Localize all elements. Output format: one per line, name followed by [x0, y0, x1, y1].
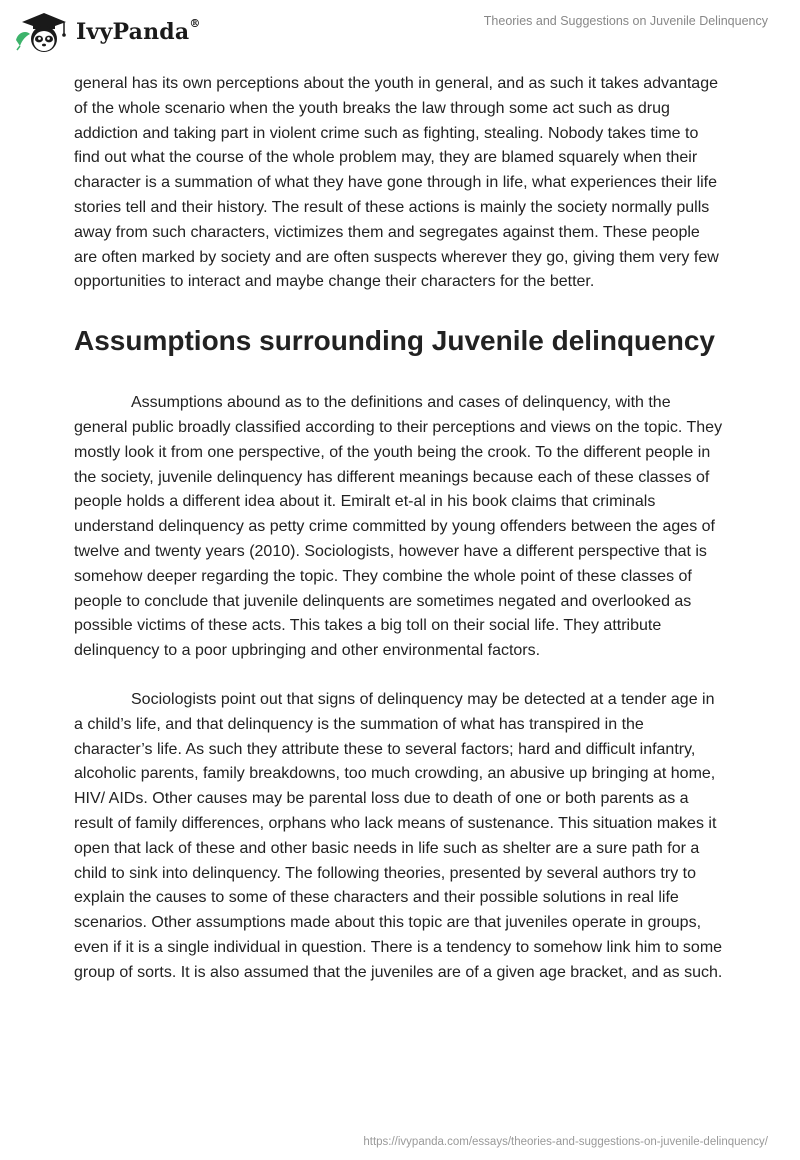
paragraph-3: Sociologists point out that signs of delinquency may be detected at a tender age in a child’s life, and that delinquency is the summation of what has transpired in the character’s life. As such they attribute these to several factors; hard and difficult infantry, alcoholic parents, family breakdowns, too much crowding, an abusive up bringing at home, HIV/ AIDs. Other causes may be parental loss due to death of one or both parents as a result of family differences, orphans who lack means of sustenance. This situation makes it open that lack of these and other basic needs in life such as shelter are a sure path for a child to sink into delinquency. The following theories, presented by several authors try to explain the causes to some of these characters and their possible solutions in real life scenarios. Other assumptions made about this topic are that juveniles operate in groups, even if it is a single individual in question. There is a tendency to somehow link him to some group of sorts. It is also assumed that the juveniles are of a given age bracket, and as such. — [74, 690, 723, 981]
page-header — [0, 0, 800, 62]
source-url[interactable]: https://ivypanda.com/essays/theories-and-suggestions-on-juvenile-delinquency/ — [363, 1136, 768, 1148]
panda-graduate-icon — [14, 10, 70, 54]
paragraph-2: Assumptions abound as to the definitions and cases of delinquency, with the general public broadly classified according to their perceptions and views on the topic. They mostly look it from one perspective, of the youth being the crook. To the different people in the society, juvenile delinquency has different meanings because each of these classes of people holds a different idea about it. Emiralt et-al in his book claims that criminals understand delinquency as petty crime committed by young offenders between the ages of twelve and twenty years (2010). Sociologists, however have a different perspective that is somehow deeper regarding the topic. They combine the whole point of these classes of people to conclude that juvenile delinquents are sometimes negated and overlooked as possible victims of these acts. This takes a big toll on their social life. They attribute delinquency to a poor upbringing and other environmental factors. — [74, 394, 723, 660]
article-body — [74, 72, 724, 986]
ivypanda-logo[interactable] — [14, 10, 201, 54]
document-title: Theories and Suggestions on Juvenile Delinquency — [483, 14, 768, 28]
brand-name: IvyPanda® — [76, 16, 201, 45]
section-heading: Assumptions surrounding Juvenile delinquency — [74, 325, 715, 357]
paragraph-1: general has its own perceptions about the youth in general, and as such it takes advantage of the whole scenario when the youth breaks the law through some act such as drug addiction and taking part in violent crime such as fighting, stealing. Nobody takes time to find out what the course of the whole problem may, they are blamed squarely when their character is a summation of what they have gone through in life, what experiences their life stories tell and their history. The result of these actions is mainly the society normally pulls away from such characters, victimizes them and segregates against them. These people are often marked by society and are often suspects wherever they go, giving them very few opportunities to interact and maybe change their characters for the better. — [74, 75, 719, 291]
